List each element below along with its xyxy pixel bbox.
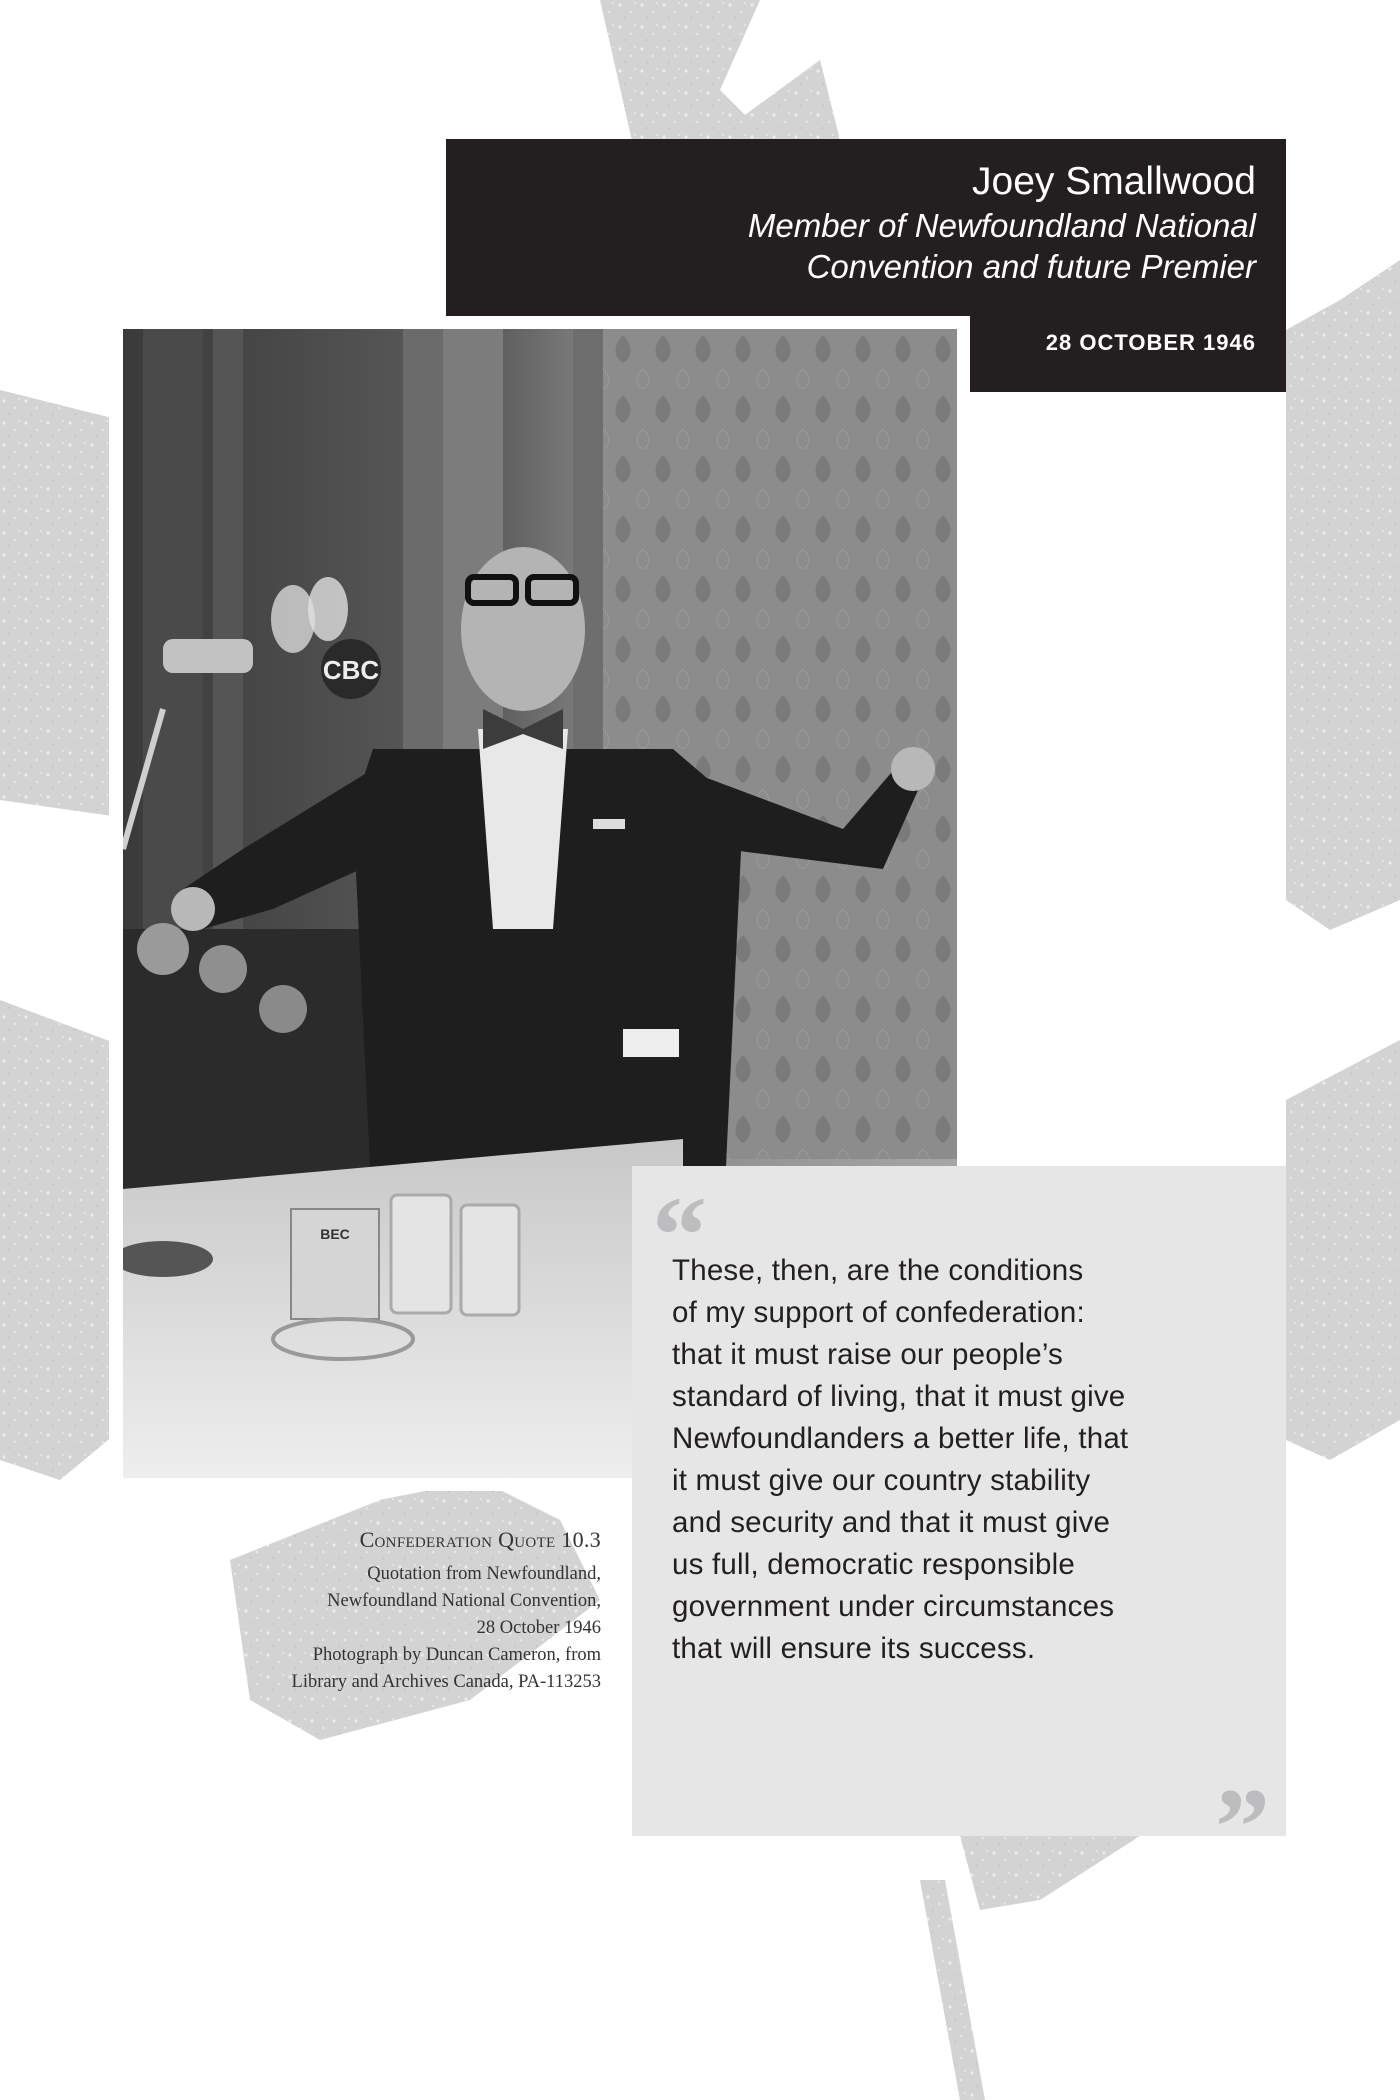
- quote-date: 28 OCTOBER 1946: [1045, 330, 1256, 355]
- quote-line: government under circumstances: [672, 1590, 1115, 1623]
- open-quote-mark: “: [652, 1174, 707, 1296]
- microphone-label: CBC: [322, 655, 380, 685]
- quote-line: that will ensure its success.: [672, 1632, 1036, 1665]
- caption-line: Newfoundland National Convention,: [327, 1591, 601, 1611]
- caption-line: 28 October 1946: [476, 1618, 601, 1638]
- quote-line: Newfoundlanders a better life, that: [672, 1422, 1129, 1455]
- quote-box: [632, 1166, 1286, 1888]
- photo-caption: [181, 1525, 601, 1696]
- packet-label: BEC: [320, 1226, 350, 1242]
- quote-line: it must give our country stability: [672, 1464, 1091, 1497]
- quote-line: standard of living, that it must give: [672, 1380, 1126, 1413]
- close-quote-mark: ”: [1215, 1766, 1270, 1888]
- quote-line: us full, democratic responsible: [672, 1548, 1075, 1581]
- caption-line: Library and Archives Canada, PA-113253: [291, 1672, 601, 1692]
- person-role-line-1: Member of Newfoundland National: [747, 207, 1256, 244]
- quote-line: of my support of confederation:: [672, 1296, 1085, 1329]
- caption-line: Photograph by Duncan Cameron, from: [312, 1645, 601, 1665]
- person-role-line-2: Convention and future Premier: [806, 248, 1256, 285]
- quote-line: that it must raise our people’s: [672, 1338, 1063, 1371]
- quote-line: and security and that it must give: [672, 1506, 1111, 1539]
- quote-text: [672, 1250, 1272, 1670]
- person-name: Joey Smallwood: [972, 160, 1256, 203]
- caption-line: Quotation from Newfoundland,: [367, 1564, 601, 1584]
- quote-line: These, then, are the conditions: [672, 1254, 1084, 1287]
- caption-title: Confederation Quote 10.3: [359, 1527, 601, 1552]
